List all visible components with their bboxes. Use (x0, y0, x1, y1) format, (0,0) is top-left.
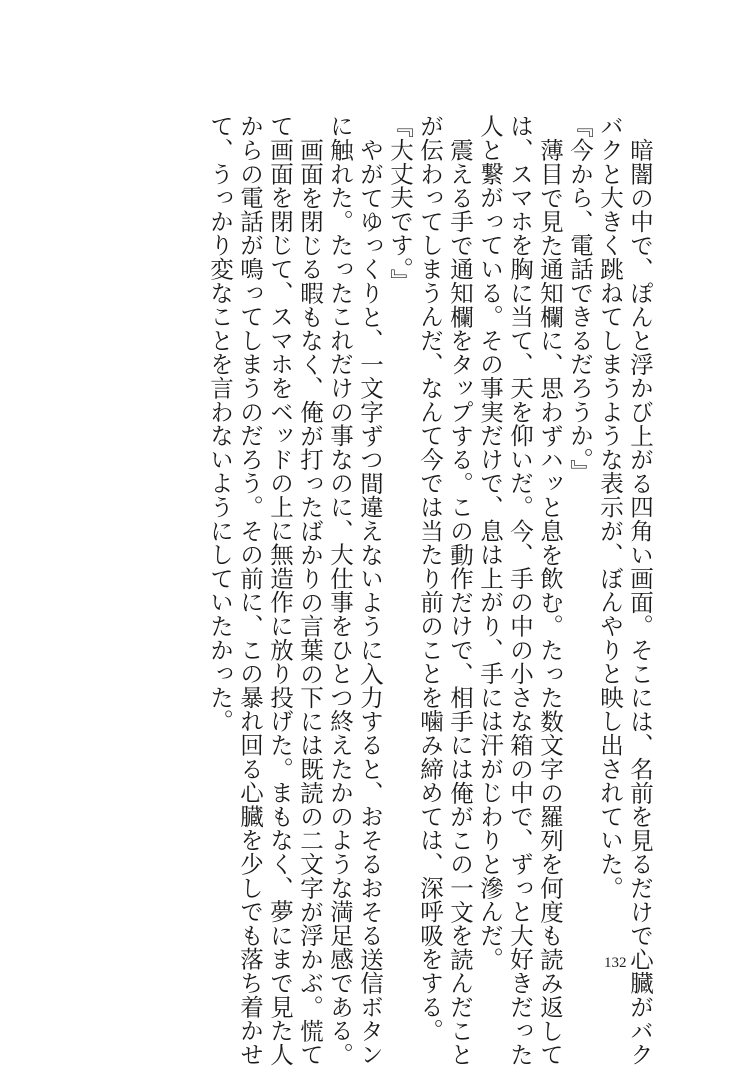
page-number: 132 (604, 955, 627, 971)
text-line: やがてゆっくりと、一文字ずつ間違えないように入力すると、おそるおそる送信ボタン (356, 137, 384, 1066)
text-line: て、うっかり変なことを言わないようにしていたかった。 (206, 114, 234, 733)
text-line: 人と繋がっている。その事実だけで、息は上がり、手には汗がじわりと滲んだ。 (476, 114, 504, 971)
text-line: からの電話が鳴ってしまうのだろう。その前に、この暴れ回る心臓を少しでも落ち着かせ (236, 114, 264, 1066)
text-line: 薄目で見た通知欄に、思わずハッと息を飲む。たった数文字の羅列を何度も読み返して (536, 137, 564, 1066)
text-line: バクと大きく跳ねてしまうような表示が、ぼんやりと映し出されていた。 (596, 114, 624, 900)
text-line: 『大丈夫です。』 (386, 114, 414, 293)
text-line: 『今から、電話できるだろうか。』 (566, 114, 594, 484)
text-line: 震える手で通知欄をタップする。この動作だけで、相手には俺がこの一文を読んだこと (446, 137, 474, 1066)
text-line: 暗闇の中で、ぽんと浮かび上がる四角い画面。そこには、名前を見るだけで心臓がバク (626, 137, 654, 1066)
text-line: て画面を閉じて、スマホをベッドの上に無造作に放り投げた。まもなく、夢にまで見た人 (266, 114, 294, 1066)
text-line: が伝わってしまうんだ、なんて今では当たり前のことを噛み締めては、深呼吸をする。 (416, 114, 444, 1043)
text-line: 画面を閉じる暇もなく、俺が打ったばかりの言葉の下には既読の二文字が浮かぶ。慌て (296, 137, 324, 1066)
text-line: は、スマホを胸に当て、天を仰いだ。今、手の中の小さな箱の中で、ずっと大好きだった (506, 114, 534, 1066)
text-line: に触れた。たったこれだけの事なのに、大仕事をひとつ終えたかのような満足感である。 (326, 114, 354, 1066)
